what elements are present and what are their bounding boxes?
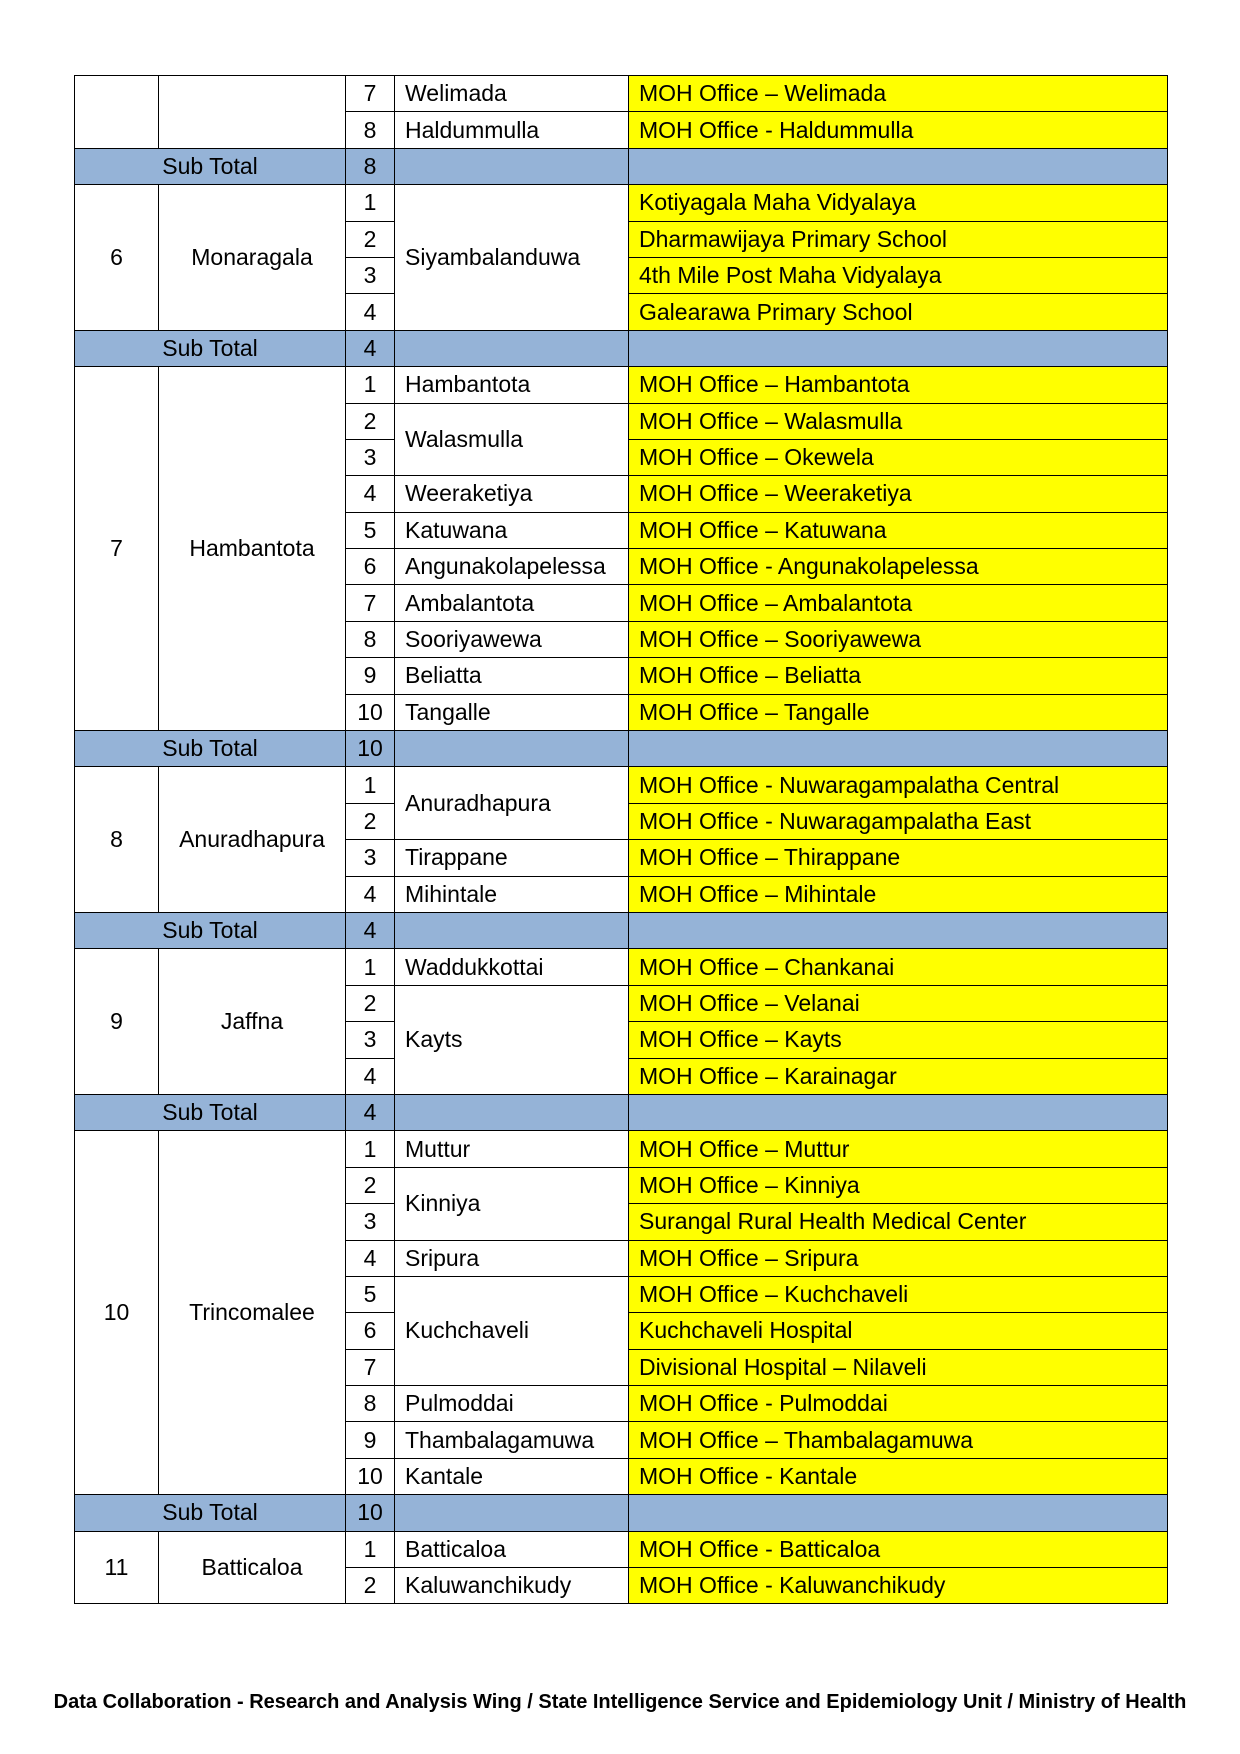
vaccination-center-cell: MOH Office - Kantale bbox=[629, 1458, 1168, 1494]
district-name-cell: Batticaloa bbox=[159, 1531, 346, 1604]
row-number-cell: 7 bbox=[346, 1349, 395, 1385]
moh-area-cell: Kaluwanchikudy bbox=[395, 1568, 629, 1604]
district-name-cell: Trincomalee bbox=[159, 1131, 346, 1495]
row-number-cell: 6 bbox=[346, 549, 395, 585]
district-name-cell: Jaffna bbox=[159, 949, 346, 1095]
moh-area-cell: Batticaloa bbox=[395, 1531, 629, 1567]
subtotal-row bbox=[75, 330, 1168, 366]
subtotal-empty-cell bbox=[629, 1094, 1168, 1130]
subtotal-value-cell: 8 bbox=[346, 148, 395, 184]
row-number-cell: 7 bbox=[346, 585, 395, 621]
moh-area-cell: Waddukkottai bbox=[395, 949, 629, 985]
row-number-cell: 2 bbox=[346, 803, 395, 839]
subtotal-value-cell: 4 bbox=[346, 1094, 395, 1130]
vaccination-center-cell: MOH Office – Kuchchaveli bbox=[629, 1276, 1168, 1312]
moh-area-cell: Katuwana bbox=[395, 512, 629, 548]
moh-area-cell: Sooriyawewa bbox=[395, 621, 629, 657]
vaccination-center-cell: MOH Office - Nuwaragampalatha East bbox=[629, 803, 1168, 839]
district-number-cell: 10 bbox=[75, 1131, 159, 1495]
moh-area-cell: Thambalagamuwa bbox=[395, 1422, 629, 1458]
vaccination-center-cell: 4th Mile Post Maha Vidyalaya bbox=[629, 257, 1168, 293]
moh-area-cell: Tangalle bbox=[395, 694, 629, 730]
moh-area-cell: Kinniya bbox=[395, 1167, 629, 1240]
row-number-cell: 1 bbox=[346, 949, 395, 985]
vaccination-center-cell: MOH Office - Nuwaragampalatha Central bbox=[629, 767, 1168, 803]
subtotal-label-cell: Sub Total bbox=[75, 330, 346, 366]
vaccination-center-cell: MOH Office – Sripura bbox=[629, 1240, 1168, 1276]
moh-area-cell: Pulmoddai bbox=[395, 1386, 629, 1422]
subtotal-row bbox=[75, 912, 1168, 948]
vaccination-center-cell: MOH Office – Welimada bbox=[629, 76, 1168, 112]
row-number-cell: 4 bbox=[346, 876, 395, 912]
table-row bbox=[75, 76, 1168, 112]
vaccination-center-cell: MOH Office - Kaluwanchikudy bbox=[629, 1568, 1168, 1604]
subtotal-empty-cell bbox=[629, 1495, 1168, 1531]
row-number-cell: 1 bbox=[346, 1131, 395, 1167]
table-body bbox=[75, 76, 1168, 1604]
vaccination-center-cell: MOH Office – Thambalagamuwa bbox=[629, 1422, 1168, 1458]
vaccination-center-cell: MOH Office – Kinniya bbox=[629, 1167, 1168, 1203]
district-name-cell: Monaragala bbox=[159, 185, 346, 331]
row-number-cell: 4 bbox=[346, 294, 395, 330]
subtotal-row bbox=[75, 1495, 1168, 1531]
subtotal-value-cell: 4 bbox=[346, 330, 395, 366]
subtotal-row bbox=[75, 731, 1168, 767]
subtotal-empty-cell bbox=[395, 1495, 629, 1531]
vaccination-center-cell: Divisional Hospital – Nilaveli bbox=[629, 1349, 1168, 1385]
table-row bbox=[75, 949, 1168, 985]
table-row bbox=[75, 1131, 1168, 1167]
district-number-cell: 11 bbox=[75, 1531, 159, 1604]
subtotal-empty-cell bbox=[629, 731, 1168, 767]
table-row bbox=[75, 1531, 1168, 1567]
subtotal-empty-cell bbox=[629, 912, 1168, 948]
vaccination-center-cell: Galearawa Primary School bbox=[629, 294, 1168, 330]
subtotal-empty-cell bbox=[395, 148, 629, 184]
row-number-cell: 2 bbox=[346, 221, 395, 257]
subtotal-label-cell: Sub Total bbox=[75, 1495, 346, 1531]
vaccination-center-cell: Kotiyagala Maha Vidyalaya bbox=[629, 185, 1168, 221]
subtotal-value-cell: 4 bbox=[346, 912, 395, 948]
vaccination-center-cell: MOH Office – Karainagar bbox=[629, 1058, 1168, 1094]
subtotal-label-cell: Sub Total bbox=[75, 731, 346, 767]
district-number-cell: 6 bbox=[75, 185, 159, 331]
district-name-cell bbox=[159, 76, 346, 149]
table-row bbox=[75, 367, 1168, 403]
page-footer: Data Collaboration - Research and Analysis Wing / State Intelligence Service and Epidemiology Unit / Ministry of Health bbox=[53, 1691, 1187, 1713]
moh-area-cell: Kayts bbox=[395, 985, 629, 1094]
district-name-cell: Anuradhapura bbox=[159, 767, 346, 913]
vaccination-center-cell: MOH Office – Hambantota bbox=[629, 367, 1168, 403]
row-number-cell: 1 bbox=[346, 1531, 395, 1567]
moh-area-cell: Muttur bbox=[395, 1131, 629, 1167]
moh-area-cell: Weeraketiya bbox=[395, 476, 629, 512]
vaccination-center-cell: MOH Office – Mihintale bbox=[629, 876, 1168, 912]
moh-area-cell: Mihintale bbox=[395, 876, 629, 912]
moh-area-cell: Kantale bbox=[395, 1458, 629, 1494]
vaccination-center-cell: MOH Office – Katuwana bbox=[629, 512, 1168, 548]
moh-area-cell: Siyambalanduwa bbox=[395, 185, 629, 331]
row-number-cell: 2 bbox=[346, 1568, 395, 1604]
vaccination-center-cell: MOH Office – Kayts bbox=[629, 1022, 1168, 1058]
vaccination-center-cell: MOH Office – Beliatta bbox=[629, 658, 1168, 694]
vaccination-center-cell: MOH Office – Sooriyawewa bbox=[629, 621, 1168, 657]
subtotal-label-cell: Sub Total bbox=[75, 1094, 346, 1130]
row-number-cell: 10 bbox=[346, 1458, 395, 1494]
vaccination-center-cell: Kuchchaveli Hospital bbox=[629, 1313, 1168, 1349]
vaccination-center-cell: MOH Office – Tangalle bbox=[629, 694, 1168, 730]
district-number-cell bbox=[75, 76, 159, 149]
vaccination-center-cell: MOH Office - Angunakolapelessa bbox=[629, 549, 1168, 585]
moh-area-cell: Kuchchaveli bbox=[395, 1276, 629, 1385]
vaccination-center-cell: MOH Office – Muttur bbox=[629, 1131, 1168, 1167]
vaccination-center-cell: MOH Office – Walasmulla bbox=[629, 403, 1168, 439]
subtotal-label-cell: Sub Total bbox=[75, 148, 346, 184]
vaccination-center-cell: MOH Office – Thirappane bbox=[629, 840, 1168, 876]
vaccination-center-cell: MOH Office - Pulmoddai bbox=[629, 1386, 1168, 1422]
subtotal-label-cell: Sub Total bbox=[75, 912, 346, 948]
moh-area-cell: Sripura bbox=[395, 1240, 629, 1276]
subtotal-empty-cell bbox=[395, 731, 629, 767]
row-number-cell: 9 bbox=[346, 658, 395, 694]
row-number-cell: 2 bbox=[346, 403, 395, 439]
row-number-cell: 2 bbox=[346, 985, 395, 1021]
moh-area-cell: Anuradhapura bbox=[395, 767, 629, 840]
district-number-cell: 7 bbox=[75, 367, 159, 731]
moh-area-cell: Walasmulla bbox=[395, 403, 629, 476]
row-number-cell: 6 bbox=[346, 1313, 395, 1349]
row-number-cell: 3 bbox=[346, 840, 395, 876]
row-number-cell: 9 bbox=[346, 1422, 395, 1458]
row-number-cell: 2 bbox=[346, 1167, 395, 1203]
moh-area-cell: Ambalantota bbox=[395, 585, 629, 621]
vaccination-center-cell: Surangal Rural Health Medical Center bbox=[629, 1204, 1168, 1240]
district-name-cell: Hambantota bbox=[159, 367, 346, 731]
district-number-cell: 9 bbox=[75, 949, 159, 1095]
moh-area-cell: Beliatta bbox=[395, 658, 629, 694]
subtotal-empty-cell bbox=[395, 912, 629, 948]
moh-area-cell: Welimada bbox=[395, 76, 629, 112]
moh-area-cell: Hambantota bbox=[395, 367, 629, 403]
row-number-cell: 3 bbox=[346, 439, 395, 475]
subtotal-empty-cell bbox=[395, 330, 629, 366]
subtotal-row bbox=[75, 148, 1168, 184]
vaccination-center-cell: MOH Office – Okewela bbox=[629, 439, 1168, 475]
row-number-cell: 1 bbox=[346, 185, 395, 221]
subtotal-empty-cell bbox=[395, 1094, 629, 1130]
vaccination-center-cell: MOH Office - Batticaloa bbox=[629, 1531, 1168, 1567]
vaccination-centers-table bbox=[74, 75, 1168, 1604]
vaccination-center-cell: MOH Office – Velanai bbox=[629, 985, 1168, 1021]
row-number-cell: 8 bbox=[346, 1386, 395, 1422]
row-number-cell: 1 bbox=[346, 367, 395, 403]
table-row bbox=[75, 767, 1168, 803]
row-number-cell: 4 bbox=[346, 476, 395, 512]
vaccination-center-cell: MOH Office - Haldummulla bbox=[629, 112, 1168, 148]
row-number-cell: 4 bbox=[346, 1240, 395, 1276]
subtotal-empty-cell bbox=[629, 148, 1168, 184]
subtotal-empty-cell bbox=[629, 330, 1168, 366]
row-number-cell: 8 bbox=[346, 621, 395, 657]
table-row bbox=[75, 185, 1168, 221]
moh-area-cell: Haldummulla bbox=[395, 112, 629, 148]
subtotal-row bbox=[75, 1094, 1168, 1130]
vaccination-center-cell: MOH Office – Weeraketiya bbox=[629, 476, 1168, 512]
row-number-cell: 3 bbox=[346, 257, 395, 293]
row-number-cell: 3 bbox=[346, 1204, 395, 1240]
row-number-cell: 8 bbox=[346, 112, 395, 148]
vaccination-center-cell: MOH Office – Chankanai bbox=[629, 949, 1168, 985]
row-number-cell: 7 bbox=[346, 76, 395, 112]
row-number-cell: 10 bbox=[346, 694, 395, 730]
subtotal-value-cell: 10 bbox=[346, 731, 395, 767]
subtotal-value-cell: 10 bbox=[346, 1495, 395, 1531]
vaccination-center-cell: MOH Office – Ambalantota bbox=[629, 585, 1168, 621]
row-number-cell: 5 bbox=[346, 512, 395, 548]
moh-area-cell: Angunakolapelessa bbox=[395, 549, 629, 585]
vaccination-center-cell: Dharmawijaya Primary School bbox=[629, 221, 1168, 257]
row-number-cell: 3 bbox=[346, 1022, 395, 1058]
moh-area-cell: Tirappane bbox=[395, 840, 629, 876]
row-number-cell: 1 bbox=[346, 767, 395, 803]
row-number-cell: 4 bbox=[346, 1058, 395, 1094]
row-number-cell: 5 bbox=[346, 1276, 395, 1312]
district-number-cell: 8 bbox=[75, 767, 159, 913]
